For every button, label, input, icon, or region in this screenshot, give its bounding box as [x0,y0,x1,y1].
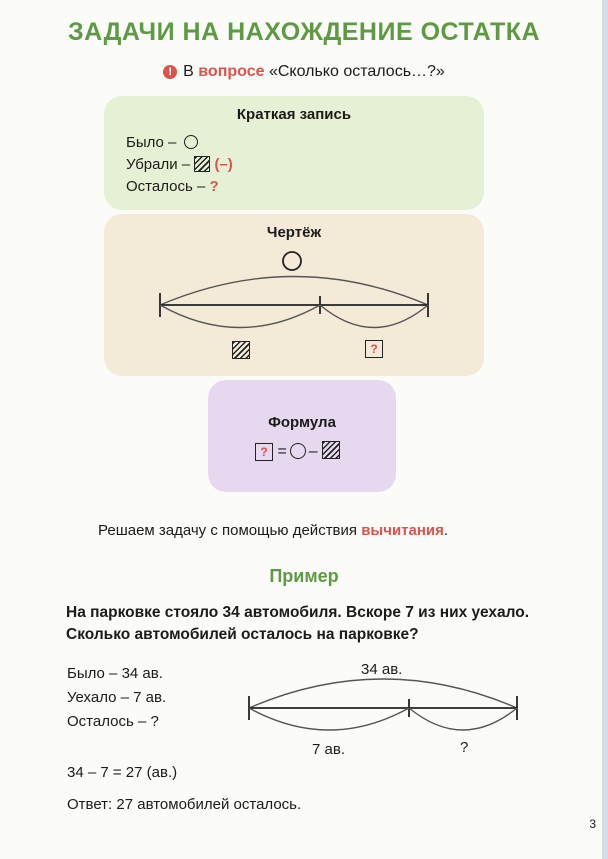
exclamation-icon: ! [163,65,177,79]
formula-expression [255,441,340,461]
formula-question-box: ? [255,443,273,461]
subtitle-prefix: В [183,63,194,80]
example-equation: 34 – 7 = 27 (ав.) [67,764,178,781]
formula-circle-icon [290,443,306,459]
formula-equals: = [277,443,287,460]
example-rest-label: ? [460,739,469,756]
example-answer: Ответ: 27 автомобилей осталось. [67,796,302,813]
example-title: Пример [269,566,339,586]
example-line-remaining: Осталось – ? [67,713,159,730]
example-part-label: 7 ав. [312,741,345,758]
example-line-left-away: Уехало – 7 ав. [67,689,167,706]
record-was-label: Было – [126,134,177,151]
formula-box [208,380,396,492]
method-prefix: Решаем задачу с помощью действия [98,522,362,539]
formula-hatched-icon [322,441,340,459]
subtitle-highlight: вопросе [198,63,265,80]
page-title: ЗАДАЧИ НА НАХОЖДЕНИЕ ОСТАТКА [67,18,541,46]
example-total-label: 34 ав. [361,661,403,678]
example-lower-arc-rest [409,708,517,730]
whole-circle-icon [283,252,301,270]
method-suffix: . [443,522,449,539]
example-problem: На парковке стояло 34 автомобиля. Вскоре 7 из них уехало. Сколько автомобилей осталось на парковке? [66,604,530,643]
short-record-title: Краткая запись [236,106,352,123]
removed-part-hatched-icon [232,341,250,359]
record-left-label: Осталось – [126,178,206,195]
example-short-record [67,662,166,734]
lower-arc-part [160,305,320,328]
method-highlight: вычитания [361,522,444,539]
example-lower-arc-part [249,708,409,730]
formula-title: Формула [268,414,336,431]
example-upper-arc [249,679,517,708]
upper-arc [160,277,428,306]
question-mark: ? [209,178,219,195]
record-removed-label: Убрали – [126,156,191,173]
drawing-title: Чертёж [266,224,322,241]
subtitle-quote: «Сколько осталось…?» [268,63,445,80]
lower-arc-rest [320,305,428,328]
method-text [98,522,448,539]
formula-minus: – [308,443,318,460]
remainder-question-box: ? [365,340,383,358]
example-line-was: Было – 34 ав. [67,665,163,682]
minus-sign-note: (–) [214,156,233,173]
page-number: 3 [589,817,596,831]
